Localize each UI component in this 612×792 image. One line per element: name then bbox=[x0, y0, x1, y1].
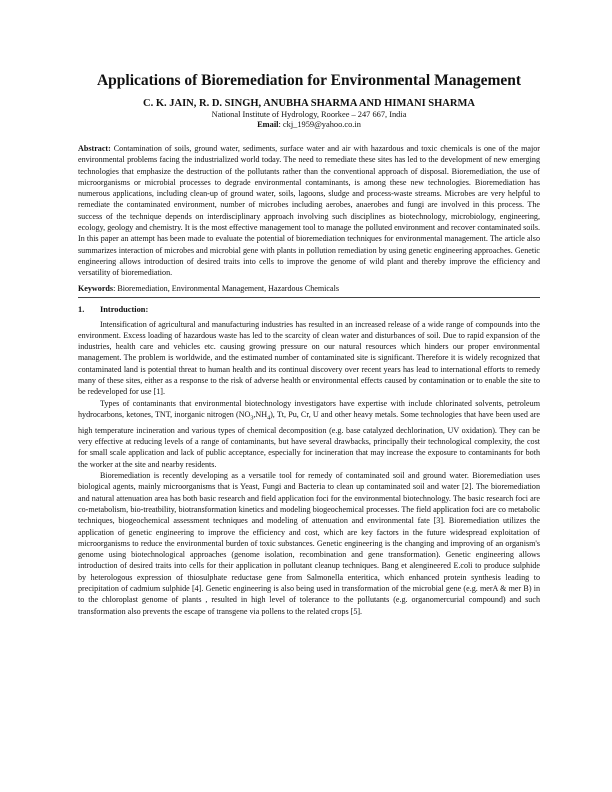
keywords-text: : Bioremediation, Environmental Management, Hazardous Chemicals bbox=[113, 283, 339, 293]
intro-paragraph-2 bbox=[78, 398, 540, 470]
para2-part-c: ), Tt, Pu, Cr, U and other heavy metals. Some technologies that have been used are high temperature incineration and various types of chemical decomposition (e.g. base catalyzed dechlorination, UV oxidation). They can be very effective at reducing levels of a range of contaminants, but have several drawbacks, principally their technological complexity, the cost for small scale application and lack of public acceptance, especially for incineration that may increase the exposure to contaminants for both the worker at the site and nearby residents. bbox=[78, 409, 540, 469]
para2-part-b: ,NH bbox=[253, 409, 268, 419]
para2-subscript-2: 4 bbox=[267, 415, 271, 422]
section-number: 1. bbox=[78, 304, 85, 314]
intro-paragraph-3: Bioremediation is recently developing as a versatile tool for remedy of contaminated soil and ground water. Bioremediation uses biological agents, mainly microorganisms that is Yeast, Fungi and Bacteria to clean up contaminated soil and water [2]. The bioremediation and natural attenuation area has both basic research and field application foci for the environmental biotechnology. The basic research foci are co-metabolism, bio-treatbility, biotransformation kinetics and modeling biogeochemical processes. The field application foci are co metabolic techniques, biogeochemical assessment techniques and modeling of attenuation and environmental fate [3]. Bioremediation utilizes the application of genetic engineering to improve the efficiency and cost, which are key factors in the future widespread exploitation of microorganisms to reduce the environmental burden of toxic substances. Genetic engineering is the changing and improving of an organism's genome using biotechnological approaches (genome isolation, recombination and gene transformation). Genetic engineering allows introduction of desired traits into cells for their application in pollutant cleanup techniques. Bang et alengineered E.coli to produce sulphide by heterologous expression of thiosulphate reductase gene from Salmonella enteritica, which enhanced protein synthesis leading to precipitation of cadmium sulphide [4]. Genetic engineering is also being used in transformation of the microbial gene (e.g. merA & mer B) in to the chloroplast genome of plants , resulted in high level of tolerance to the pollutants (e.g. organomercurial compound) and such transformation also prevents the escape of transgene via pollens to the related crops [5]. bbox=[78, 471, 540, 616]
section-heading bbox=[78, 305, 540, 314]
email-line bbox=[78, 120, 540, 129]
abstract bbox=[78, 143, 540, 279]
abstract-label: Abstract: bbox=[78, 144, 111, 153]
keywords bbox=[78, 284, 540, 293]
keywords-label: Keywords bbox=[78, 283, 114, 293]
paper-page bbox=[78, 72, 540, 617]
abstract-text: Contamination of soils, ground water, sediments, surface water and air with hazardous and toxic chemicals is one of the major environmental problems facing the industrialized world today. The need to remediate these sites has led to the development of new emerging technologies that emphasize the destruction of the pollutants rather than the conventional approach of disposal. Bioremediation, the use of microorganisms or microbial processes to degrade environmental contaminants, is among these new technologies. Bioremediation has numerous applications, including clean-up of ground water, soils, lagoons, sludge and process-waste streams. Microbes are very helpful to remediate the contaminated environment, number of microbes including aerobes, anaerobes and fungi are involved in this process. The success of the technique depends on interdisciplinary approach involving such disciplines as biotechnology, microbiology, engineering, ecology, geology and chemistry. It is the most effective management tool to manage the polluted environment and recover contaminated soils. In this paper an attempt has been made to evaluate the potential of bioremediation techniques for environmental management. The article also summarizes interaction of microbes and microbial gene with plants in pollution remediation by using genetic engineering approaches. Genetic engineering allows introduction of desired traits into cells to improve the genome of wild plant and thereby improve the efficiency and versatility of bioremediation. bbox=[78, 144, 540, 278]
author-list: C. K. JAIN, R. D. SINGH, ANUBHA SHARMA AND HIMANI SHARMA bbox=[143, 98, 475, 109]
divider bbox=[78, 297, 540, 298]
paper-title: Applications of Bioremediation for Environmental Management bbox=[96, 72, 522, 89]
affiliation: National Institute of Hydrology, Roorkee – 247 667, India bbox=[211, 110, 407, 119]
para2-subscript-1: 3 bbox=[250, 415, 254, 422]
email-label: Email bbox=[257, 120, 279, 129]
email-address: : ckj_1959@yahoo.co.in bbox=[278, 120, 361, 129]
section-title: Introduction: bbox=[100, 304, 149, 314]
intro-paragraph-1: Intensification of agricultural and manufacturing industries has resulted in an increased release of a wide range of compounds into the environment. Excess loading of hazardous waste has led to the scarcity of clean water and disturbances of soil. Due to rapid expansion of the industries, health care and vehicles etc. causing growing pressure on our natural resources which hinders our proper environmental management. The problem is worldwide, and the estimated number of contaminated site is significant. Therefore it is widely recognized that contaminated land is potential threat to human health and its continual discovery over recent years has lead to international efforts to remedy many of these sites, either as a response to the risk of adverse health or environmental effects caused by contamination or to enable the site to be redeveloped for use [1]. bbox=[78, 319, 540, 397]
para2-part-a: Types of contaminants that environmental biotechnology investigators have expertise with include chlorinated solvents, petroleum hydrocarbons, ketones, TNT, inorganic nitrogen (NO bbox=[78, 398, 540, 419]
